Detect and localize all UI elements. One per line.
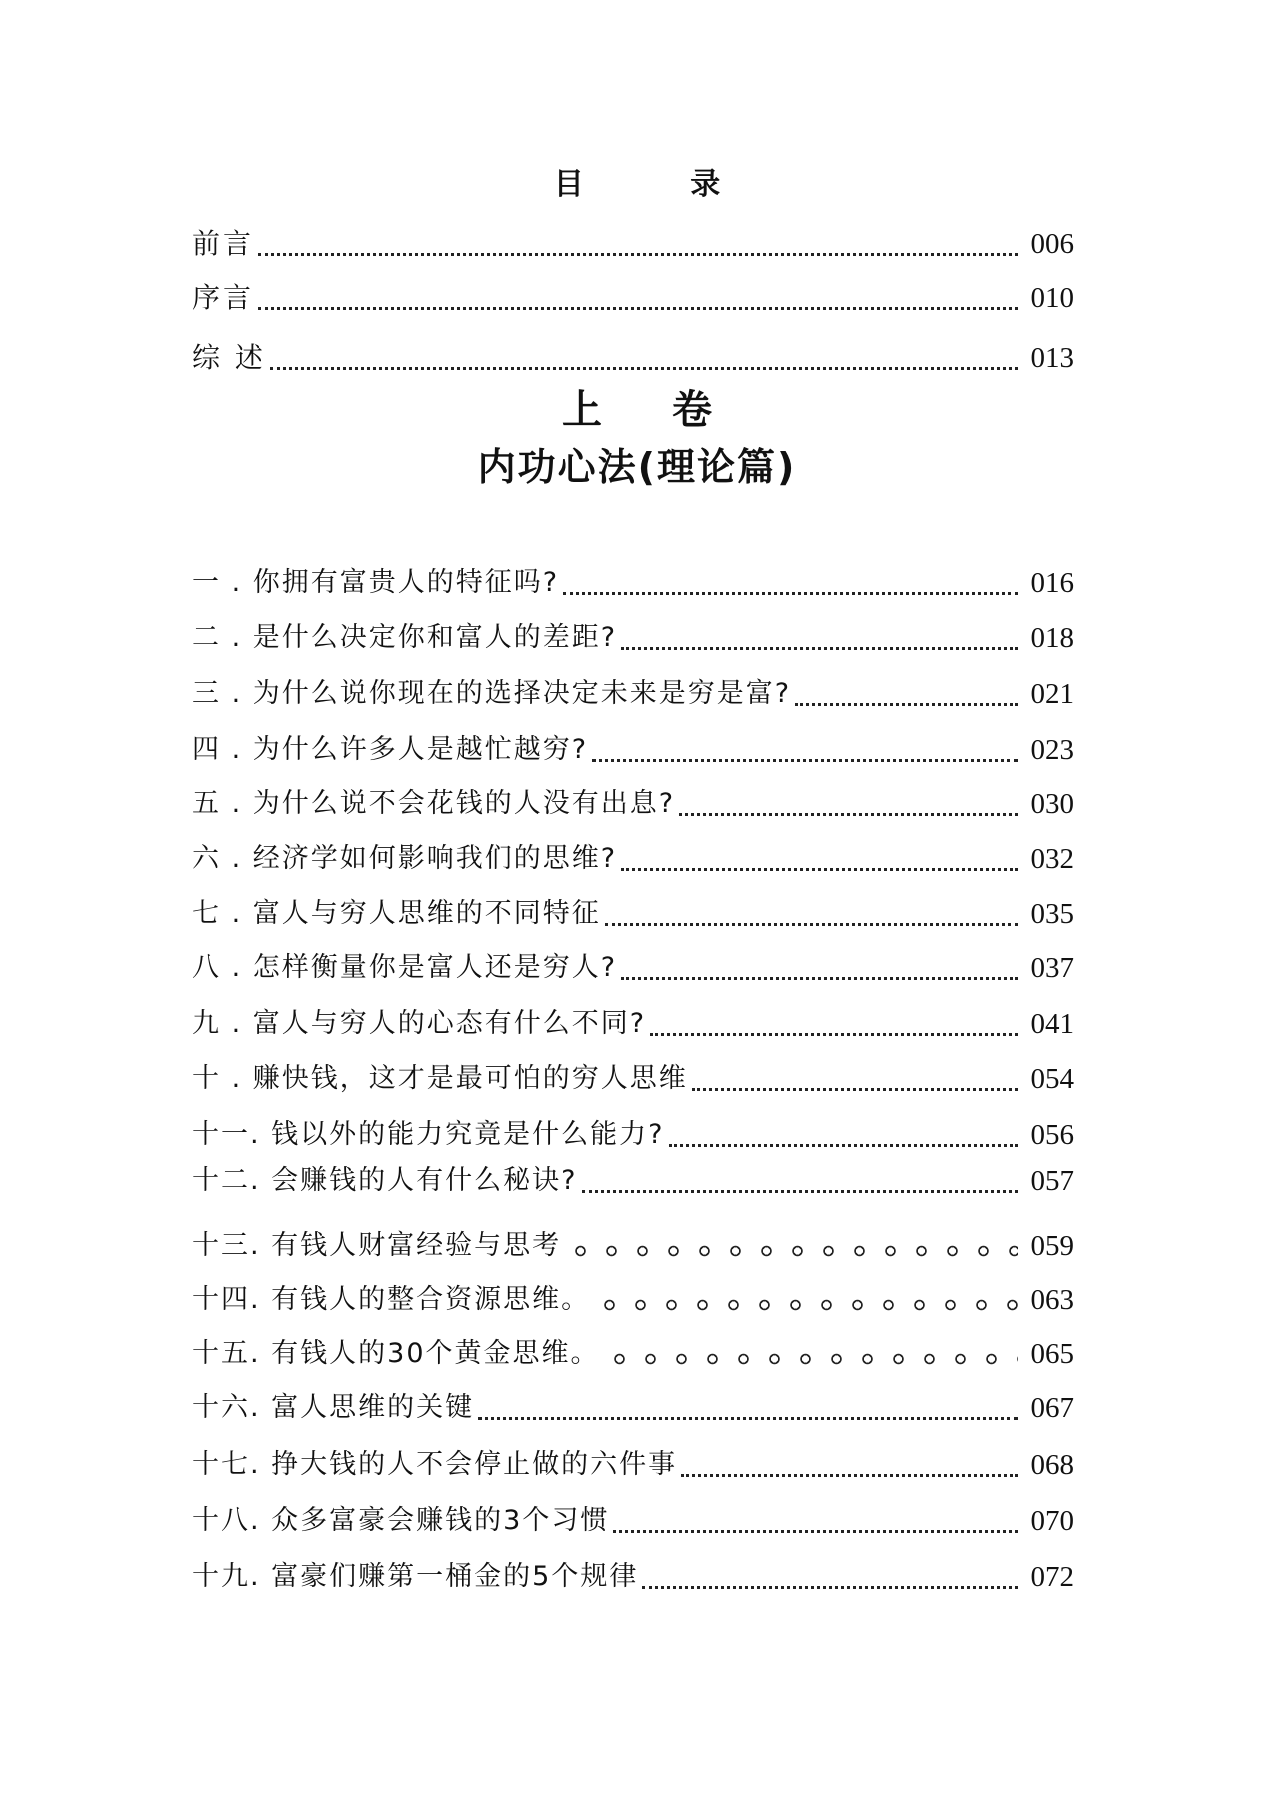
volume-title: 上 卷 (562, 387, 740, 433)
toc-entry-chapter-1[interactable] (192, 565, 1074, 601)
toc-title: 目 录 (553, 167, 769, 202)
toc-entry-page: 013 (1030, 342, 1074, 374)
toc-entry-label: 八 . 怎样衡量你是富人还是穷人? (192, 952, 618, 983)
dot-leader (621, 838, 1018, 871)
dot-leader (592, 729, 1018, 762)
toc-entry-label: 一 . 你拥有富贵人的特征吗? (192, 567, 560, 598)
toc-entry-chapter-19[interactable] (192, 1559, 1074, 1595)
dot-leader (605, 893, 1018, 926)
toc-entry-label: 五 . 为什么说不会花钱的人没有出息? (192, 788, 676, 819)
toc-entry-page: 054 (1030, 1063, 1074, 1095)
toc-entry-chapter-11[interactable] (192, 1117, 1074, 1153)
toc-entry-label: 六 . 经济学如何影响我们的思维? (192, 843, 618, 874)
toc-entry-label: 四 . 为什么许多人是越忙越穷? (192, 734, 589, 765)
dot-leader (669, 1114, 1019, 1147)
circle-leader (604, 1346, 1018, 1366)
toc-entry-page: 070 (1030, 1505, 1074, 1537)
toc-entry-overview[interactable] (192, 340, 1074, 376)
circle-leader (594, 1292, 1018, 1312)
dot-leader (258, 223, 1018, 256)
dot-leader (270, 337, 1018, 370)
toc-entry-label: 前言 (192, 227, 255, 260)
toc-entry-label: 三 . 为什么说你现在的选择决定未来是穷是富? (192, 678, 792, 709)
toc-entry-preface[interactable] (192, 226, 1074, 262)
toc-entry-chapter-9[interactable] (192, 1006, 1074, 1042)
dot-leader (795, 673, 1018, 706)
dot-leader (642, 1556, 1018, 1589)
dot-leader (621, 947, 1018, 980)
toc-entry-page: 023 (1030, 734, 1074, 766)
toc-entry-page: 067 (1030, 1392, 1074, 1424)
toc-entry-page: 018 (1030, 622, 1074, 654)
toc-entry-page: 016 (1030, 567, 1074, 599)
toc-entry-page: 021 (1030, 678, 1074, 710)
toc-entry-chapter-2[interactable] (192, 620, 1074, 656)
toc-entry-chapter-7[interactable] (192, 896, 1074, 932)
toc-entry-label: 九 . 富人与穷人的心态有什么不同? (192, 1008, 647, 1039)
toc-entry-label: 二 . 是什么决定你和富人的差距? (192, 622, 618, 653)
toc-entry-page: 068 (1030, 1449, 1074, 1481)
dot-leader (613, 1500, 1018, 1533)
dot-leader (692, 1058, 1018, 1091)
toc-entry-label: 十九. 富豪们赚第一桶金的5个规律 (192, 1561, 639, 1592)
toc-entry-page: 006 (1030, 228, 1074, 260)
dot-leader (679, 783, 1018, 816)
toc-entry-page: 065 (1030, 1338, 1074, 1370)
toc-entry-page: 072 (1030, 1561, 1074, 1593)
dot-leader (681, 1444, 1018, 1477)
toc-entry-page: 032 (1030, 843, 1074, 875)
toc-entry-foreword[interactable] (192, 280, 1074, 316)
toc-entry-chapter-18[interactable] (192, 1503, 1074, 1539)
toc-entry-label: 十四. 有钱人的整合资源思维。 (192, 1284, 591, 1315)
toc-entry-page: 057 (1030, 1165, 1074, 1197)
toc-entry-page: 059 (1030, 1230, 1074, 1262)
dot-leader (582, 1160, 1019, 1193)
toc-entry-chapter-13[interactable] (192, 1228, 1074, 1264)
toc-entry-label: 十六. 富人思维的关键 (192, 1392, 475, 1423)
toc-entry-chapter-15[interactable] (192, 1336, 1074, 1372)
toc-entry-chapter-8[interactable] (192, 950, 1074, 986)
toc-entry-label: 十五. 有钱人的30个黄金思维。 (192, 1338, 600, 1369)
toc-entry-chapter-10[interactable] (192, 1061, 1074, 1097)
toc-entry-page: 037 (1030, 952, 1074, 984)
toc-entry-label: 十三. 有钱人财富经验与思考 (192, 1230, 562, 1261)
toc-entry-page: 035 (1030, 898, 1074, 930)
dot-leader (258, 277, 1018, 310)
toc-entry-label: 十 . 赚快钱，这才是最可怕的穷人思维 (192, 1063, 688, 1094)
toc-entry-label: 十一. 钱以外的能力究竟是什么能力? (192, 1119, 665, 1150)
toc-entry-chapter-14[interactable] (192, 1282, 1074, 1318)
toc-entry-chapter-12[interactable] (192, 1163, 1074, 1199)
toc-entry-page: 041 (1030, 1008, 1074, 1040)
toc-entry-chapter-6[interactable] (192, 841, 1074, 877)
toc-entry-label: 综 述 (192, 341, 266, 374)
toc-entry-label: 十二. 会赚钱的人有什么秘诀? (192, 1165, 578, 1196)
toc-entry-page: 056 (1030, 1119, 1074, 1151)
toc-entry-page: 010 (1030, 282, 1074, 314)
toc-entry-page: 030 (1030, 788, 1074, 820)
toc-entry-label: 十七. 挣大钱的人不会停止做的六件事 (192, 1449, 678, 1480)
toc-entry-chapter-4[interactable] (192, 732, 1074, 768)
toc-entry-label: 序言 (192, 281, 255, 314)
dot-leader (621, 617, 1018, 650)
circle-leader (565, 1238, 1018, 1258)
toc-entry-chapter-16[interactable] (192, 1390, 1074, 1426)
volume-subtitle: 内功心法(理论篇) (477, 445, 797, 489)
toc-entry-chapter-5[interactable] (192, 786, 1074, 822)
dot-leader (563, 562, 1018, 595)
dot-leader (650, 1003, 1018, 1036)
toc-entry-chapter-3[interactable] (192, 676, 1074, 712)
toc-entry-label: 十八. 众多富豪会赚钱的3个习惯 (192, 1505, 610, 1536)
toc-entry-label: 七 . 富人与穷人思维的不同特征 (192, 898, 601, 929)
toc-entry-page: 063 (1030, 1284, 1074, 1316)
toc-entry-chapter-17[interactable] (192, 1447, 1074, 1483)
dot-leader (478, 1387, 1018, 1420)
